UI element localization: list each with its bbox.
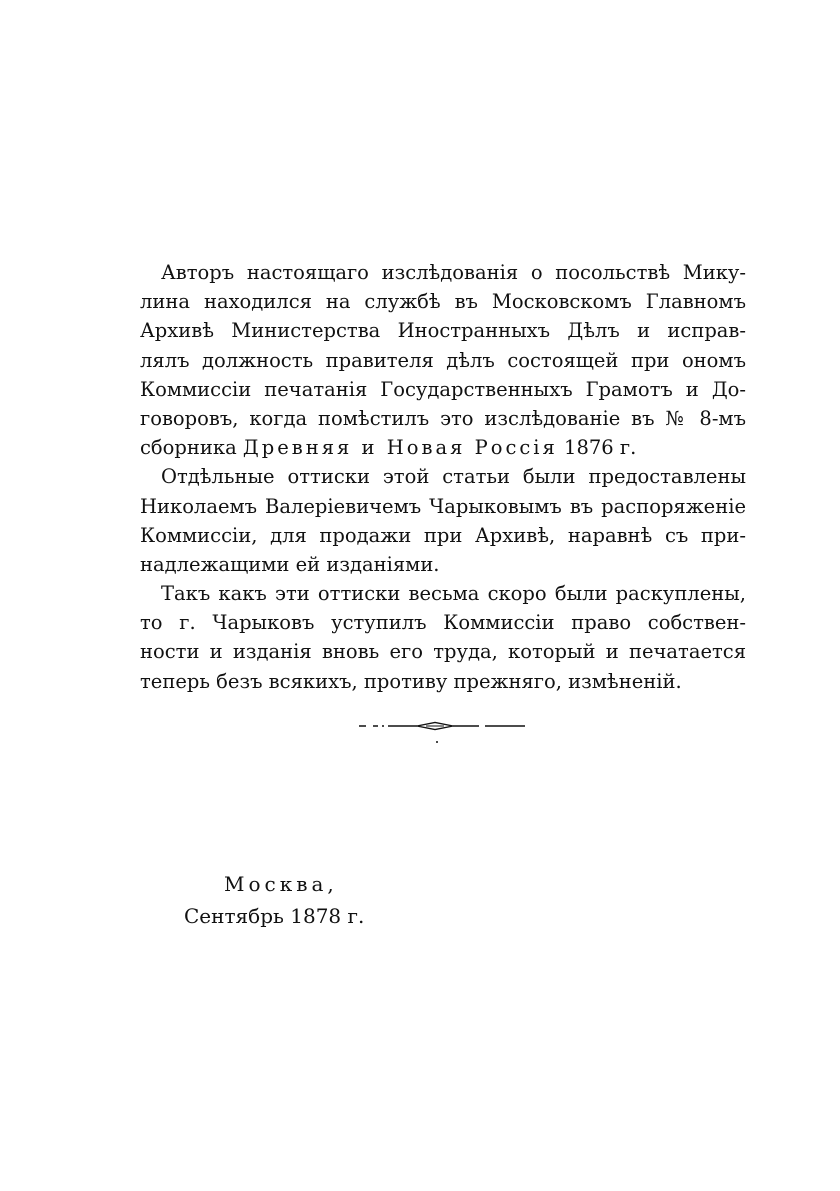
printer-ornament-icon [357, 718, 527, 748]
preface-text [140, 258, 746, 696]
paragraph-1-line-1: Авторъ настоящаго изслѣдованія о посольствѣ Мику- [161, 261, 746, 284]
paragraph-1-line-4: лялъ должность правителя дѣлъ состоящей при ономъ [140, 348, 746, 372]
signoff-date: Сентябрь 1878 г. [184, 904, 365, 928]
paragraph-1-line-6: говоровъ, когда помѣстилъ это изслѣдованіе въ № 8-мъ [140, 406, 746, 430]
collection-year: 1876 г. [557, 436, 637, 460]
paragraph-3-line-1: Такъ какъ эти оттиски весьма скоро были раскуплены, [161, 582, 746, 606]
collection-prefix: сборника [140, 436, 243, 460]
paragraph-1-line-7 [140, 433, 746, 462]
signoff [180, 868, 480, 932]
paragraph-2-line-4: надлежащими ей изданіями. [140, 552, 440, 576]
paragraph-3-line-3: ности и изданія вновь его труда, который и печатается [140, 640, 746, 664]
paragraph-1-line-2: лина находился на службѣ въ Московскомъ Главномъ [140, 290, 746, 314]
paragraph-2-line-2: Николаемъ Валеріевичемъ Чарыковымъ въ распоряженіе [140, 494, 746, 518]
paragraph-3-line-2: то г. Чарыковъ уступилъ Коммиссіи право собствен- [140, 611, 746, 635]
paragraph-1-line-3: Архивѣ Министерства Иностранныхъ Дѣлъ и исправ- [140, 319, 746, 343]
collection-title: Древняя и Новая Россія [242, 436, 558, 460]
paragraph-2-line-1: Отдѣльные оттиски этой статьи были предоставлены [161, 465, 746, 489]
paragraph-3-line-4: теперь безъ всякихъ, противу прежняго, измѣненій. [140, 669, 682, 693]
paragraph-1-line-5: Коммиссіи печатанія Государственныхъ Грамотъ и До- [140, 377, 746, 401]
paragraph-2-line-3: Коммиссіи, для продажи при Архивѣ, наравнѣ съ при- [140, 523, 746, 547]
signoff-city: Москва, [224, 872, 338, 896]
